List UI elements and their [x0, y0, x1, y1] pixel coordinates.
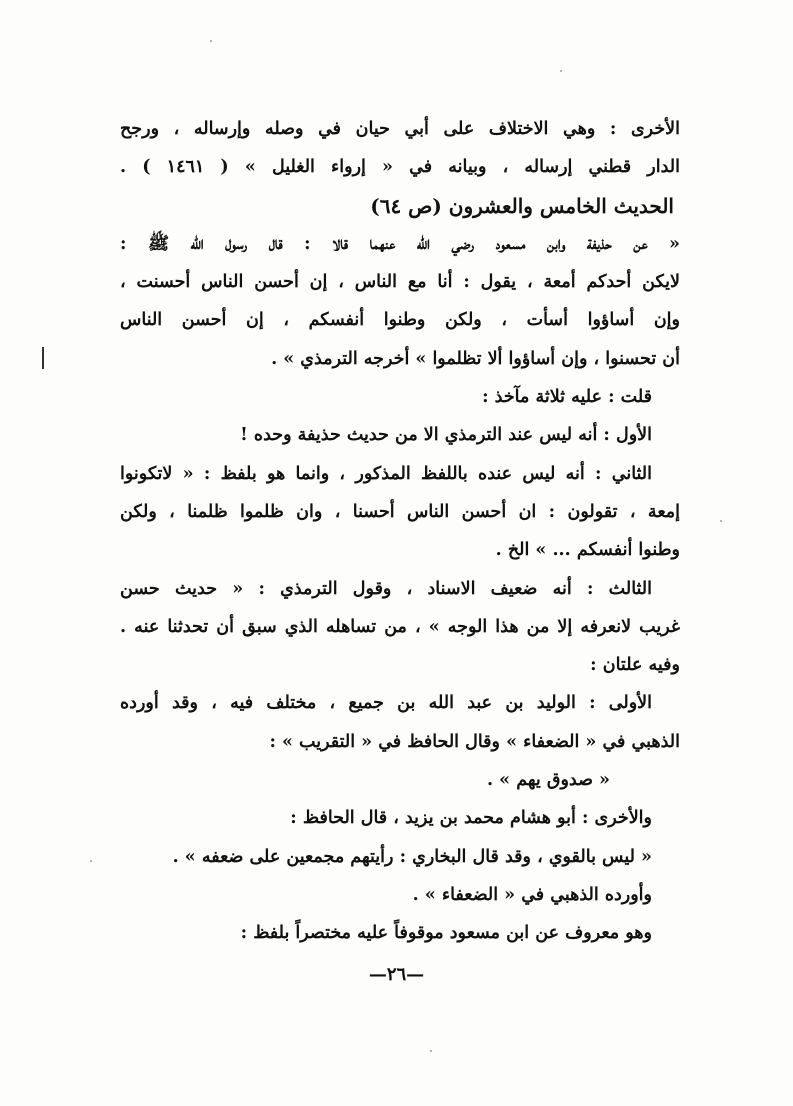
point-second: الثاني : أنه ليس عنده باللفظ المذكور ، وانما هو بلفظ : « لاتكونوا — [120, 463, 652, 484]
text-line: وهو معروف عن ابن مسعود موقوفاً عليه مختصراً بلفظ : — [240, 923, 652, 944]
page-number: —٢٦— — [368, 964, 425, 985]
paper-speck — [210, 40, 212, 42]
defect-first: الأولى : الوليد بن عبد الله بن جميع ، مختلف فيه ، وقد أورده — [120, 693, 652, 714]
text-line: إمعة ، تقولون : ان أحسن الناس أحسنا ، وان ظلموا ظلمنا ، ولكن — [120, 501, 680, 522]
section-heading: الحديث الخامس والعشرون (ص ٦٤) — [370, 193, 674, 218]
hadith-text-line: « عن حذيفة وابن مسعود رضي الله عنهما قالا : قال رسول الله ﷺ : — [120, 233, 680, 254]
text-line: الأخرى : وهي الاختلاف على أبي حيان في وصله وإرساله ، ورجح — [120, 119, 680, 139]
text-line: غريب لانعرفه إلا من هذا الوجه » ، من تساهله الذي سبق أن تحدثنا عنه . — [120, 616, 680, 637]
hadith-text-line: وإن أساؤوا أسأت ، ولكن وطنوا أنفسكم ، إن أحسن الناس — [120, 310, 680, 331]
paper-speck — [90, 860, 92, 862]
paper-speck — [430, 1050, 432, 1052]
defect-second: والأخرى : أبو هشام محمد بن يزيد ، قال الحافظ : — [290, 808, 652, 829]
quote-line: « ليس بالقوي ، وقد قال البخاري : رأيتهم مجمعين على ضعفه » . — [172, 846, 652, 867]
page-body — [120, 110, 680, 953]
point-first: الأول : أنه ليس عند الترمذي الا من حديث حذيفة وحده ! — [240, 425, 652, 446]
text-line: قلت : عليه ثلاثة مآخذ : — [482, 387, 652, 408]
text-line: وفيه علتان : — [590, 655, 680, 676]
point-third: الثالث : أنه ضعيف الاسناد ، وقول الترمذي : « حديث حسن — [120, 578, 652, 599]
hadith-text-line: أن تحسنوا ، وإن أساؤوا ألا تظلموا » أخرجه الترمذي » . — [271, 348, 680, 369]
quote-line: « صدوق يهم » . — [487, 770, 610, 791]
text-line: وطنوا أنفسكم ... » الخ . — [495, 540, 680, 561]
text-line: الدار قطني إرساله ، وبيانه في « إرواء الغليل » ( ١٤٦١ ) . — [120, 157, 680, 178]
paper-speck — [560, 70, 562, 72]
paper-speck — [720, 520, 722, 522]
text-line: الذهبي في « الضعفاء » وقال الحافظ في « التقريب » : — [269, 731, 680, 752]
text-line: وأورده الذهبي في « الضعفاء » . — [412, 884, 652, 905]
margin-mark — [42, 347, 44, 369]
hadith-text-line: لايكن أحدكم أمعة ، يقول : أنا مع الناس ، إن أحسن الناس أحسنت ، — [120, 272, 680, 293]
